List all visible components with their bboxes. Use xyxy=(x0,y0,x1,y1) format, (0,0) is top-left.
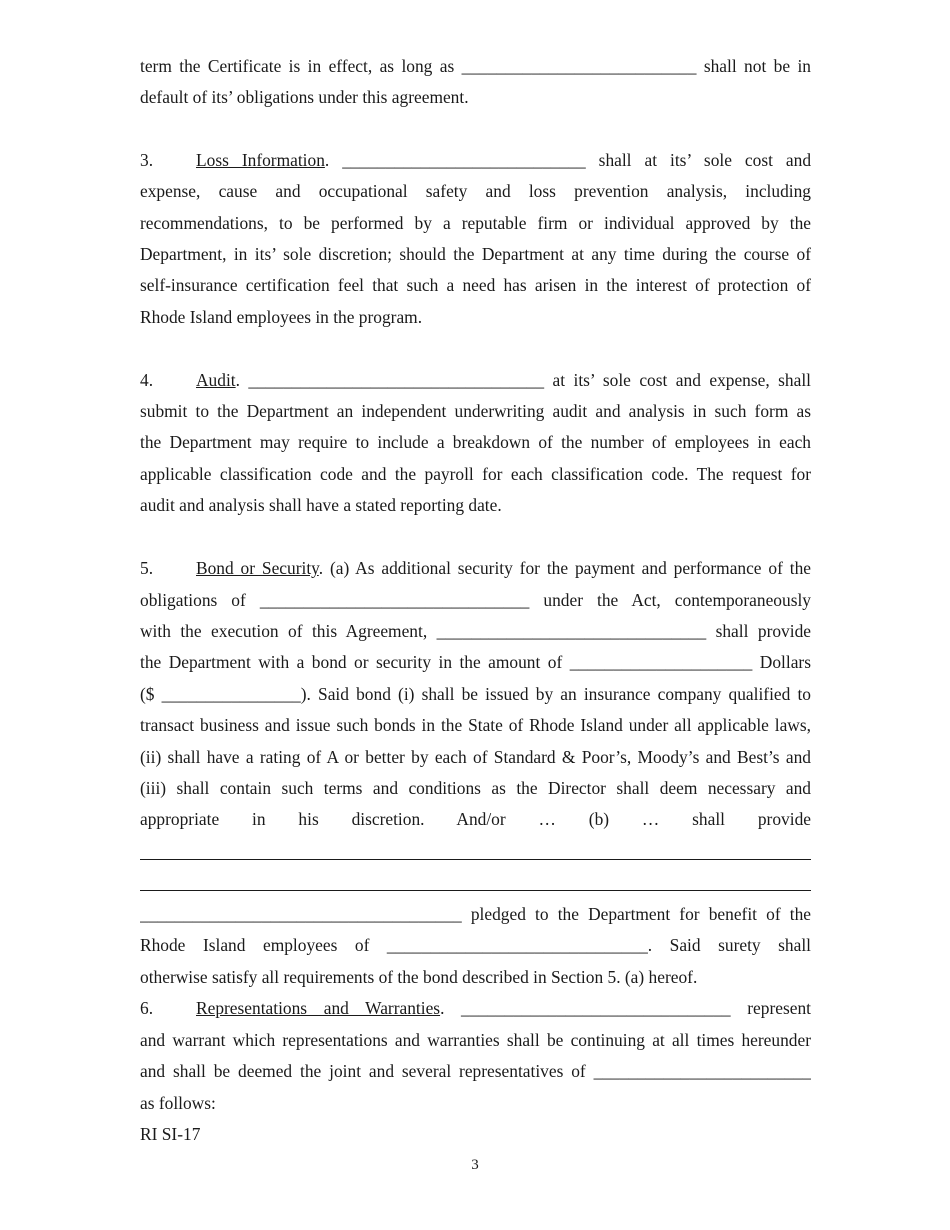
section-3-line: Rhode Island employees in the program. xyxy=(140,307,423,327)
section-6-line: and warrant which representations and warranties shall be continuing at all times hereunder xyxy=(140,1030,811,1050)
section-3-number: 3. xyxy=(140,150,154,170)
section-6-line: and shall be deemed the joint and several representatives of _________________________ xyxy=(140,1061,811,1081)
section-5-line: obligations of _______________________________ under the Act, contemporaneously xyxy=(140,590,811,610)
page-number: 3 xyxy=(471,1157,479,1173)
section-5-line: ($ ________________). Said bond (i) shall be issued by an insurance company qualified to xyxy=(140,684,811,704)
section-4-line: the Department may require to include a breakdown of the number of employees in each xyxy=(140,432,811,452)
section-3-first-line-text: . ____________________________ shall at its’ sole cost and xyxy=(324,150,811,170)
section-3-first-line xyxy=(140,149,811,171)
section-4-line: applicable classification code and the payroll for each classification code. The request for xyxy=(140,464,811,484)
section-5-line: appropriate in his discretion. And/or … (b) … shall provide xyxy=(140,809,811,829)
section-5-line: with the execution of this Agreement, _______________________________ shall provide xyxy=(140,621,811,641)
section-5-heading: Bond or Security xyxy=(196,558,319,578)
section-5-line: (ii) shall have a rating of A or better by each of Standard & Poor’s, Moody’s and Best’s and xyxy=(140,747,811,767)
section-3-line: self-insurance certification feel that such a need has arisen in the interest of protection of xyxy=(140,275,811,295)
section-6-line: as follows: xyxy=(140,1093,216,1113)
section-6-first-line xyxy=(140,997,811,1019)
section-6-first-line-text: . _______________________________ represent xyxy=(440,998,811,1018)
section-4-line: submit to the Department an independent underwriting audit and analysis in such form as xyxy=(140,401,811,421)
section-3-line: recommendations, to be performed by a reputable firm or individual approved by the xyxy=(140,213,811,233)
section-3-line: Department, in its’ sole discretion; should the Department at any time during the course of xyxy=(140,244,811,264)
section-5-number: 5. xyxy=(140,558,154,578)
section-4-heading: Audit xyxy=(196,370,236,390)
section-3-heading: Loss Information xyxy=(196,150,325,170)
section-5-line: transact business and issue such bonds in the State of Rhode Island under all applicable laws, xyxy=(140,715,811,735)
continuation-line-2: default of its’ obligations under this agreement. xyxy=(140,87,469,107)
section-5-line: Rhode Island employees of ______________________________. Said surety shall xyxy=(140,935,811,955)
section-5-line: _____________________________________ pledged to the Department for benefit of the xyxy=(140,904,811,924)
section-4-line: audit and analysis shall have a stated reporting date. xyxy=(140,495,502,515)
blank-line-rule xyxy=(140,859,811,860)
section-5-line: the Department with a bond or security in the amount of _____________________ Dollars xyxy=(140,652,811,672)
section-5-line: (iii) shall contain such terms and conditions as the Director shall deem necessary and xyxy=(140,778,811,798)
section-4-first-line-text: . __________________________________ at its’ sole cost and expense, shall xyxy=(235,370,811,390)
form-identifier: RI SI-17 xyxy=(140,1124,201,1144)
blank-line-rule xyxy=(140,890,811,891)
section-3-line: expense, cause and occupational safety and loss prevention analysis, including xyxy=(140,181,811,201)
section-6-heading: Representations and Warranties xyxy=(196,998,441,1018)
section-5-line: otherwise satisfy all requirements of the bond described in Section 5. (a) hereof. xyxy=(140,967,698,987)
section-4-number: 4. xyxy=(140,370,154,390)
continuation-line-1: term the Certificate is in effect, as long as ___________________________ shall not be in xyxy=(140,56,811,76)
section-5-first-line xyxy=(140,557,811,579)
section-5-first-line-text: . (a) As additional security for the payment and performance of the xyxy=(318,558,811,578)
section-6-number: 6. xyxy=(140,998,154,1018)
section-4-first-line xyxy=(140,369,811,391)
